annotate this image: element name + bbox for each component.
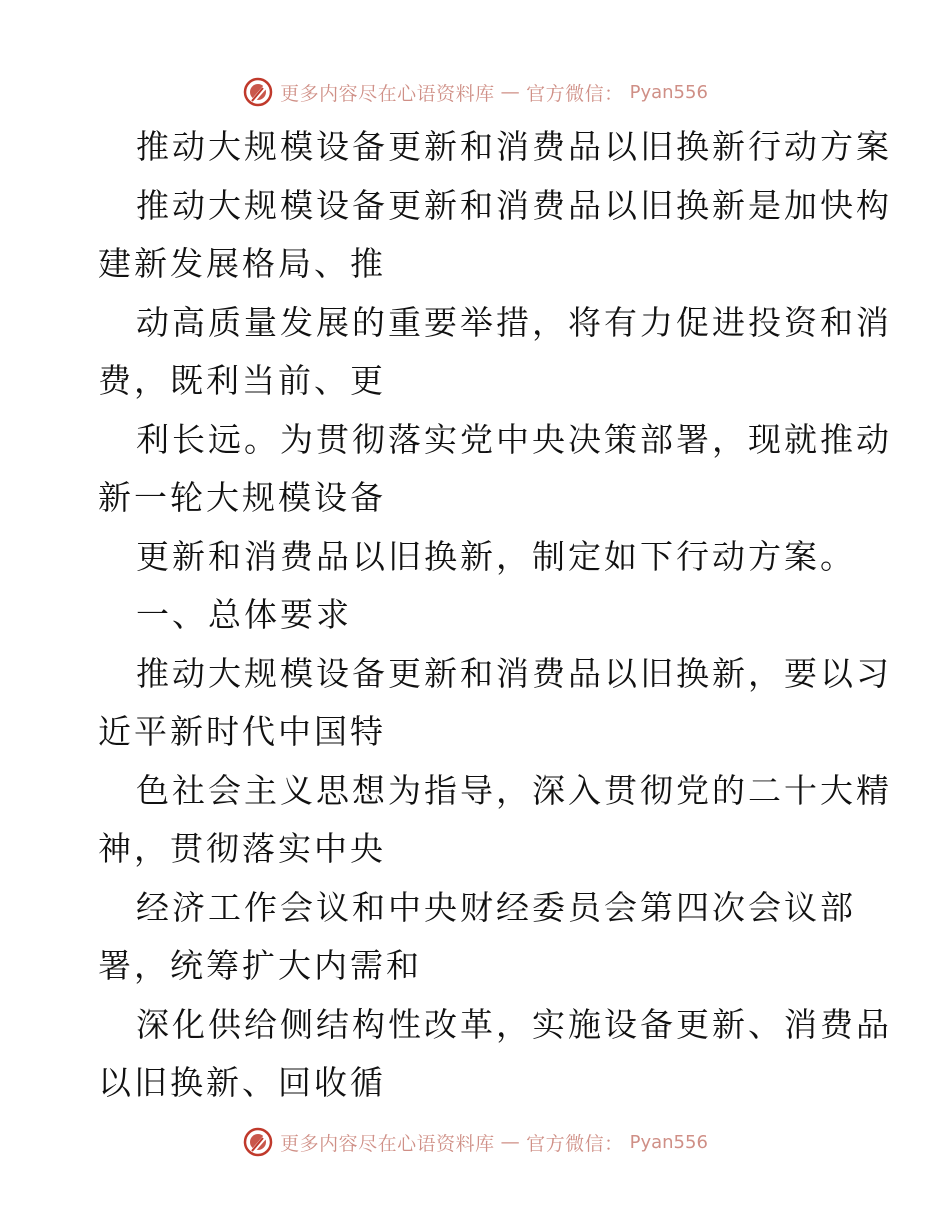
- document-line: 推动大规模设备更新和消费品以旧换新是加快构: [136, 185, 892, 225]
- footer-watermark: [0, 1122, 950, 1162]
- document-line: 以旧换新、回收循: [98, 1063, 386, 1102]
- document-line: 动高质量发展的重要举措，将有力促进投资和消: [136, 302, 892, 342]
- document-line: 新一轮大规模设备: [98, 478, 386, 517]
- watermark-separator: —: [500, 1131, 521, 1153]
- document-line: 建新发展格局、推: [98, 244, 386, 283]
- header-watermark: [0, 72, 950, 112]
- document-line: 推动大规模设备更新和消费品以旧换新行动方案: [136, 127, 892, 166]
- pen-logo-icon: [242, 1126, 274, 1158]
- document-line: 利长远。为贯彻落实党中央决策部署，现就推动: [136, 419, 892, 459]
- document-line: 推动大规模设备更新和消费品以旧换新，要以习: [136, 653, 892, 693]
- document-line: 一、总体要求: [136, 595, 352, 634]
- watermark-site-text: 更多内容尽在心语资料库: [280, 82, 495, 105]
- watermark-wechat-label: 官方微信：: [526, 82, 624, 105]
- document-line: 深化供给侧结构性改革，实施设备更新、消费品: [136, 1004, 892, 1044]
- document-line: 经济工作会议和中央财经委员会第四次会议部: [136, 887, 856, 927]
- document-line: 更新和消费品以旧换新，制定如下行动方案。: [136, 536, 856, 576]
- document-line: 神，贯彻落实中央: [98, 829, 386, 868]
- document-line: 色社会主义思想为指导，深入贯彻党的二十大精: [136, 770, 892, 810]
- pen-logo-icon: [242, 76, 274, 108]
- watermark-wechat-label: 官方微信：: [526, 1132, 624, 1155]
- watermark-wechat-id: Pyan556: [629, 81, 708, 103]
- watermark-wechat-id: Pyan556: [629, 1131, 708, 1153]
- watermark-separator: —: [500, 81, 521, 103]
- document-body: [98, 118, 892, 1113]
- document-line: 署，统筹扩大内需和: [98, 946, 422, 985]
- watermark-site-text: 更多内容尽在心语资料库: [280, 1132, 495, 1155]
- document-line: 近平新时代中国特: [98, 712, 386, 751]
- document-line: 费，既利当前、更: [98, 361, 386, 400]
